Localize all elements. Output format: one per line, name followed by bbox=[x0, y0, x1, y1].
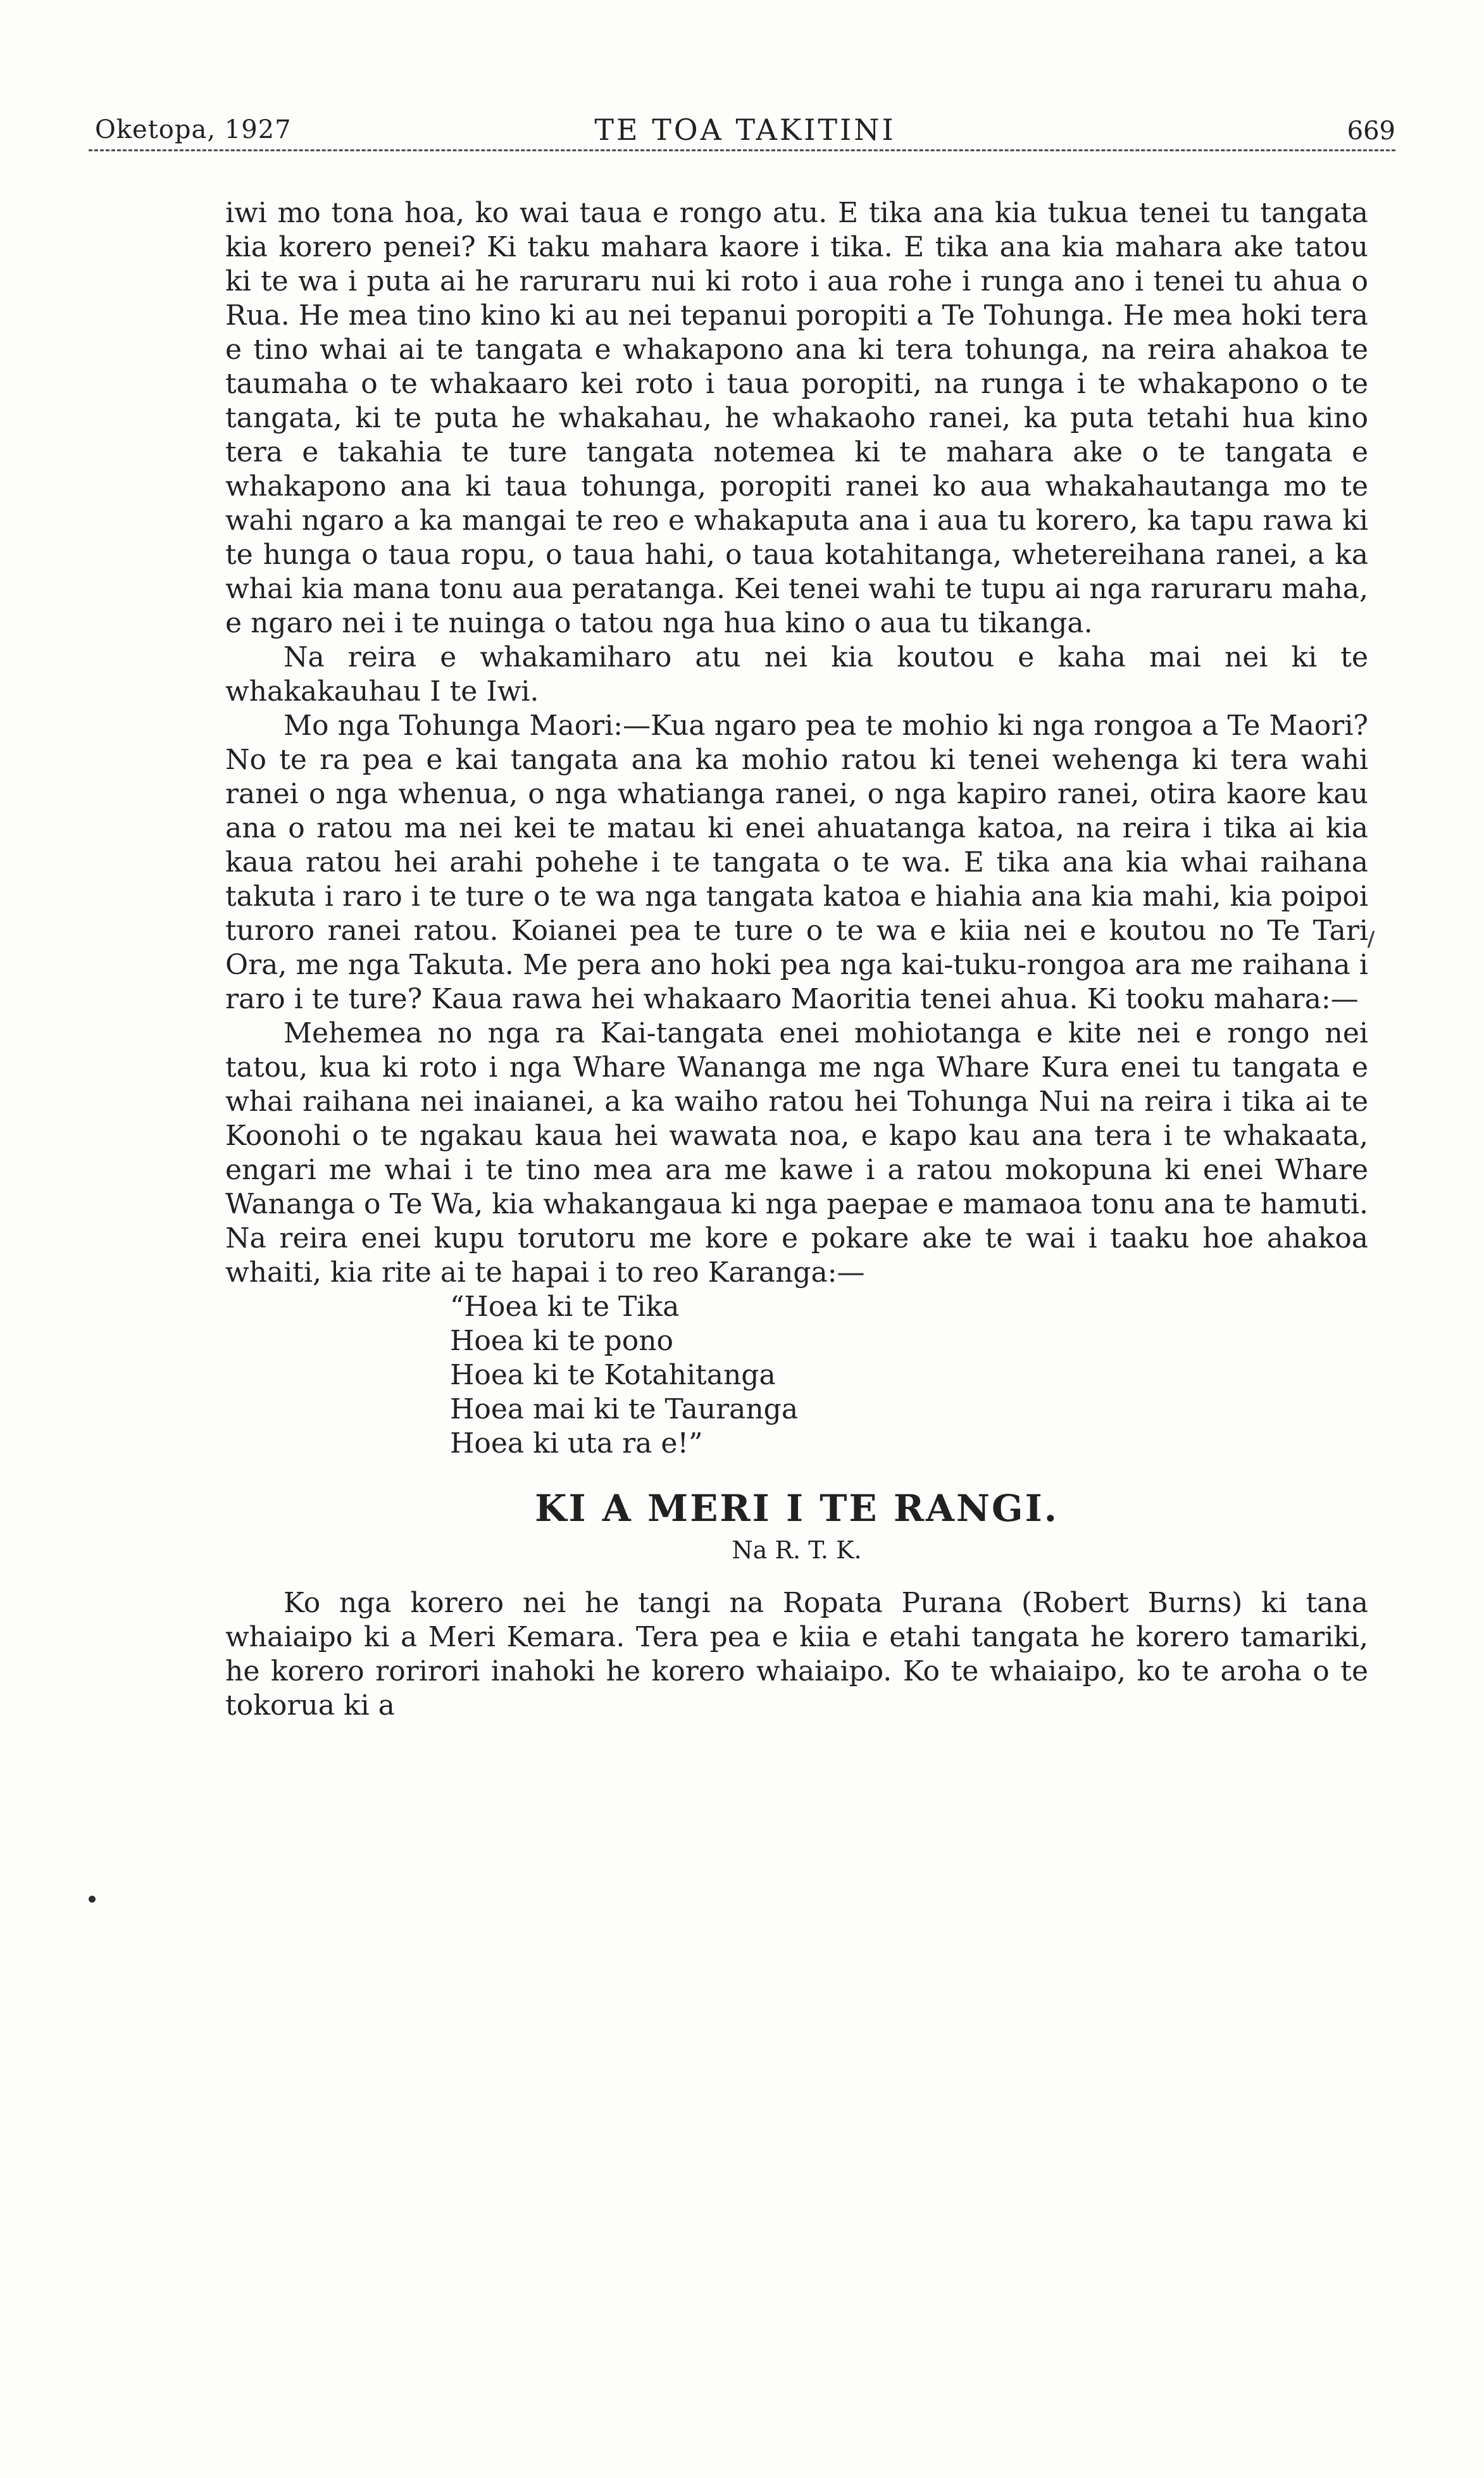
issue-date: Oketopa, 1927 bbox=[95, 115, 292, 144]
journal-title: TE TOA TAKITINI bbox=[594, 113, 896, 147]
poem-line: Hoea ki uta ra e!” bbox=[450, 1427, 703, 1460]
ink-mark-stroke bbox=[1368, 930, 1375, 948]
ink-mark-dot bbox=[89, 1896, 96, 1903]
body-paragraph: Mo nga Tohunga Maori:—Kua ngaro pea te mohio ki nga rongoa a Te Maori? No te ra pea e kai tangata ana ka mohio ratou ki tenei wehenga ki tera wahi ranei o nga whenua, o nga whatianga ranei, o nga kapiro ranei, otira kaore kau ana o ratou ma nei kei te matau ki enei ahuatanga katoa, na reira i tika ai kia kaua ratou hei arahi pohehe i te tangata o te wa. E tika ana kia whai raihana takuta i raro i te ture o te wa nga tangata katoa e hiahia ana kia mahi, kia poipoi turoro ranei ratou. Koianei pea te ture o te wa e kiia nei e koutou no Te Tari Ora, me nga Takuta. Me pera ano hoki pea nga kai-tuku-rongoa ara me raihana i raro i te ture? Kaua rawa hei whakaaro Maoritia tenei ahua. Ki tooku mahara:— bbox=[225, 710, 1368, 1015]
text-column bbox=[225, 196, 1368, 1723]
section-heading: KI A MERI I TE RANGI. bbox=[535, 1487, 1059, 1530]
body-paragraph: Ko nga korero nei he tangi na Ropata Purana (Robert Burns) ki tana whaiaipo ki a Meri Kemara. Tera pea e kiia e etahi tangata he korero tamariki, he korero rorirori inahoki he korero whaiaipo. Ko te whaiaipo, ko te aroha o te tokorua ki a bbox=[225, 1587, 1368, 1722]
header-rule bbox=[89, 149, 1395, 151]
poem-line: Hoea mai ki te Tauranga bbox=[450, 1393, 799, 1425]
poem-block bbox=[450, 1290, 1368, 1461]
section-byline: Na R. T. K. bbox=[732, 1536, 862, 1564]
poem-line: “Hoea ki te Tika bbox=[450, 1291, 680, 1323]
body-paragraph: Mehemea no nga ra Kai-tangata enei mohiotanga e kite nei e rongo nei tatou, kua ki roto i nga Whare Wananga me nga Whare Kura enei tu tangata e whai raihana nei inaianei, a ka waiho ratou hei Tohunga Nui na reira i tika ai te Koonohi o te ngakau kaua hei wawata noa, e kapo kau ana tera i te whakaata, engari me whai i te tino mea ara me kawe i a ratou mokopuna ki enei Whare Wananga o Te Wa, kia whakangaua ki nga paepae e mamaoa tonu ana te hamuti. Na reira enei kupu torutoru me kore e pokare ake te wai i taaku hoe ahakoa whaiti, kia rite ai te hapai i to reo Karanga:— bbox=[225, 1017, 1368, 1289]
poem-line: Hoea ki te pono bbox=[450, 1325, 674, 1357]
body-paragraph: iwi mo tona hoa, ko wai taua e rongo atu. E tika ana kia tukua tenei tu tangata kia korero penei? Ki taku mahara kaore i tika. E tika ana kia mahara ake tatou ki te wa i puta ai he raruraru nui ki roto i aua rohe i runga ano i tenei tu ahua o Rua. He mea tino kino ki au nei tepanui poropiti a Te Tohunga. He mea hoki tera e tino whai ai te tangata e whakapono ana ki tera tohunga, na reira ahakoa te taumaha o te whakaaro kei roto i taua poropiti, na runga i te whakapono o te tangata, ki te puta he whakahau, he whakaoho ranei, ka puta tetahi hua kino tera e takahia te ture tangata notemea ki te mahara ake o te tangata e whakapono ana ki taua tohunga, poropiti ranei ko aua whakahautanga mo te wahi ngaro a ka mangai te reo e whakaputa ana i aua tu korero, ka tapu rawa ki te hunga o taua ropu, o taua hahi, o taua kotahitanga, whetereihana ranei, a ka whai kia mana tonu aua peratanga. Kei tenei wahi te tupu ai nga raruraru maha, e ngaro nei i te nuinga o tatou nga hua kino o aua tu tikanga. bbox=[225, 197, 1368, 639]
page-header bbox=[95, 115, 1395, 153]
body-paragraph: Na reira e whakamiharo atu nei kia koutou e kaha mai nei ki te whakakauhau I te Iwi. bbox=[225, 641, 1368, 708]
page-number: 669 bbox=[1347, 116, 1395, 146]
poem-line: Hoea ki te Kotahitanga bbox=[450, 1359, 776, 1391]
